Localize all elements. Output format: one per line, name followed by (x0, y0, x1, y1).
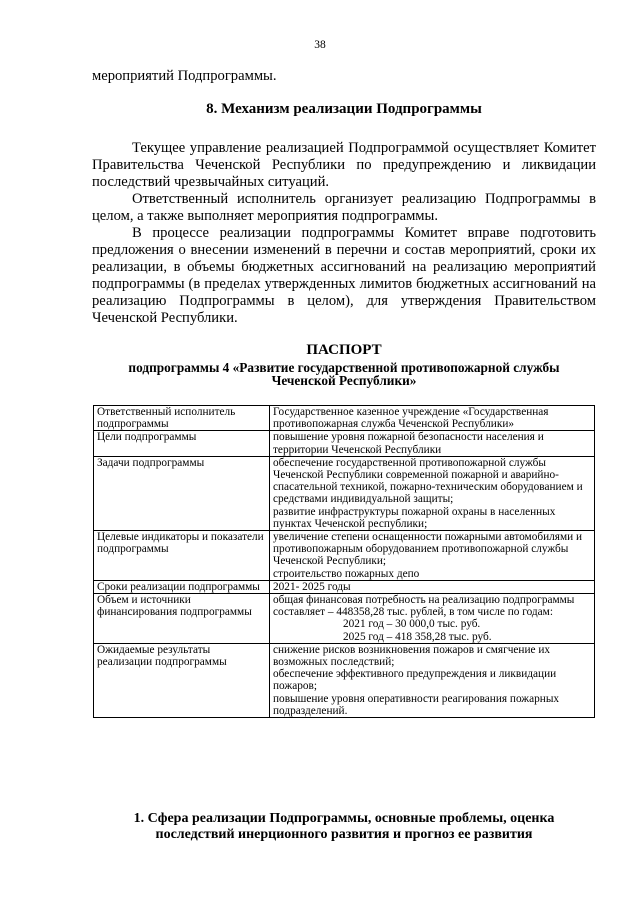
passport-row-timeline (94, 580, 595, 593)
row-value (270, 431, 595, 456)
passport-subtitle-line-2: Чеченской Республики» (271, 373, 417, 388)
passport-title: ПАСПОРТ (306, 342, 382, 358)
funding-amount-2025: 2025 год – 418 358,28 тыс. руб. (343, 630, 492, 643)
row-label: Ожидаемые результаты реализации подпрограммы (94, 643, 270, 717)
row-value-line: увеличение степени оснащенности пожарными автомобилями и противопожарным оборудованием противопожарной службы Чеченской Республики; (273, 531, 583, 568)
passport-row-tasks (94, 456, 595, 530)
passport-row-responsible (94, 406, 595, 431)
passport-row-results (94, 643, 595, 717)
row-value-line: 2021- 2025 годы (273, 580, 351, 593)
row-value-line: обеспечение государственной противопожарной службы Чеченской Республики современной пожарной и аварийно-спасательной техникой, пожарно-техническим оборудованием и средствами индивидуальной защиты; (273, 456, 583, 506)
row-value (270, 531, 595, 581)
row-label: Цели подпрограммы (94, 431, 270, 456)
row-label: Сроки реализации подпрограммы (94, 580, 270, 593)
row-label: Объем и источники финансирования подпрограммы (94, 594, 270, 644)
section-8-paragraph-1: Текущее управление реализацией Подпрограммой осуществляет Комитет Правительства Чеченской Республики по предупреждению и ликвидации последствий чрезвычайных ситуаций. (92, 140, 596, 190)
row-value-line: повышение уровня пожарной безопасности населения и территории Чеченской Республики (273, 431, 544, 456)
page-number: 38 (314, 39, 326, 51)
row-value (270, 594, 595, 644)
row-label: Целевые индикаторы и показатели подпрограммы (94, 531, 270, 581)
section-8-title: 8. Механизм реализации Подпрограммы (206, 101, 482, 117)
row-value-line: обеспечение эффективного предупреждения и ликвидации пожаров; (273, 668, 557, 693)
section-1-title-line-2: последствий инерционного развития и прогноз ее развития (155, 827, 533, 842)
row-value-line: общая финансовая потребность на реализацию подпрограммы составляет – 448358,28 тыс. рублей, в том числе по годам: (273, 594, 575, 619)
row-value (270, 456, 595, 530)
row-value-line: снижение рисков возникновения пожаров и смягчение их возможных последствий; (273, 643, 551, 669)
row-value-line: повышение уровня оперативности реагирования пожарных подразделений. (273, 692, 560, 717)
row-value (270, 406, 595, 431)
row-value (270, 580, 595, 593)
section-1-title-line-1: 1. Сфера реализации Подпрограммы, основные проблемы, оценка (133, 811, 555, 826)
passport-table (93, 405, 595, 718)
passport-row-goals (94, 431, 595, 456)
row-value-line: Государственное казенное учреждение «Государственная противопожарная служба Чеченской Республики» (273, 406, 549, 431)
row-value-line: развитие инфраструктуры пожарной охраны в населенных пунктах Чеченской республики; (273, 505, 556, 530)
intro-line: мероприятий Подпрограммы. (92, 68, 277, 84)
passport-row-funding (94, 594, 595, 644)
funding-amount-2021: 2021 год – 30 000,0 тыс. руб. (343, 618, 481, 631)
row-label: Ответственный исполнитель подпрограммы (94, 406, 270, 431)
passport-subtitle-line-1: подпрограммы 4 «Развитие государственной противопожарной службы (128, 360, 560, 375)
row-value-line: строительство пожарных депо (273, 567, 420, 580)
section-8-paragraph-2: Ответственный исполнитель организует реализацию Подпрограммы в целом, а также выполняет мероприятия подпрограммы. (92, 191, 596, 224)
section-8-paragraph-3: В процессе реализации подпрограммы Комитет вправе подготовить предложения о внесении изменений в перечни и состав мероприятий, сроки их реализации, в объемы бюджетных ассигнований на реализацию мероприятий подпрограммы (в пределах утвержденных лимитов бюджетных ассигнований на реализацию Подпрограммы в целом), для утверждения Правительством Чеченской Республики. (92, 225, 596, 326)
row-label: Задачи подпрограммы (94, 456, 270, 530)
passport-row-indicators (94, 531, 595, 581)
row-value (270, 643, 595, 717)
